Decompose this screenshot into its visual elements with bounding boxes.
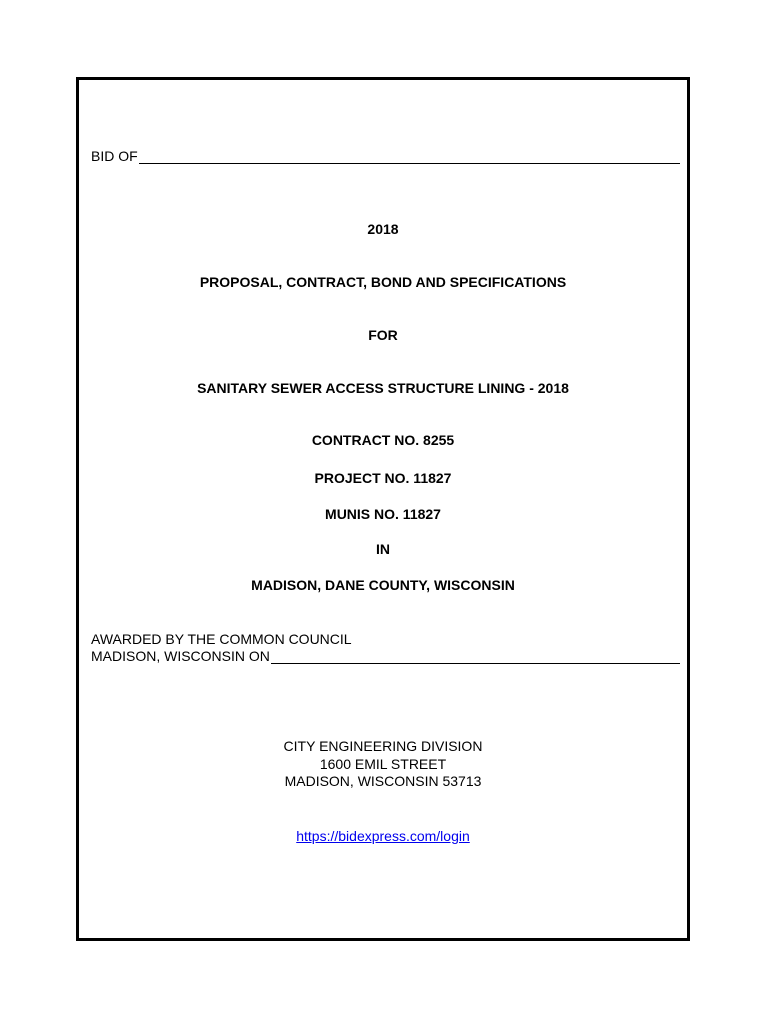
munis-number: MUNIS NO. 11827 bbox=[325, 506, 441, 522]
url-container bbox=[76, 828, 690, 844]
awarded-line-1: AWARDED BY THE COMMON COUNCIL bbox=[91, 631, 352, 647]
awarded-date-blank-line[interactable] bbox=[271, 649, 680, 664]
document-title: PROPOSAL, CONTRACT, BOND AND SPECIFICATIONS bbox=[199, 274, 567, 290]
bidexpress-link[interactable]: https://bidexpress.com/login bbox=[296, 828, 470, 844]
street-address: 1600 EMIL STREET bbox=[319, 756, 447, 772]
city-state-zip: MADISON, WISCONSIN 53713 bbox=[284, 773, 482, 789]
in-label: IN bbox=[376, 541, 390, 557]
contract-number: CONTRACT NO. 8255 bbox=[311, 432, 455, 448]
location: MADISON, DANE COUNTY, WISCONSIN bbox=[251, 577, 515, 593]
awarded-line-2: MADISON, WISCONSIN ON bbox=[91, 648, 270, 664]
awarded-date-field[interactable] bbox=[91, 648, 680, 664]
division-name: CITY ENGINEERING DIVISION bbox=[283, 738, 483, 754]
bid-of-field[interactable] bbox=[91, 148, 680, 164]
document-year: 2018 bbox=[367, 221, 399, 237]
bid-of-label: BID OF bbox=[91, 148, 138, 164]
project-number: PROJECT NO. 11827 bbox=[314, 470, 452, 486]
project-title: SANITARY SEWER ACCESS STRUCTURE LINING - 2018 bbox=[197, 380, 569, 396]
bid-of-blank-line[interactable] bbox=[139, 149, 680, 164]
for-label: FOR bbox=[368, 327, 398, 343]
